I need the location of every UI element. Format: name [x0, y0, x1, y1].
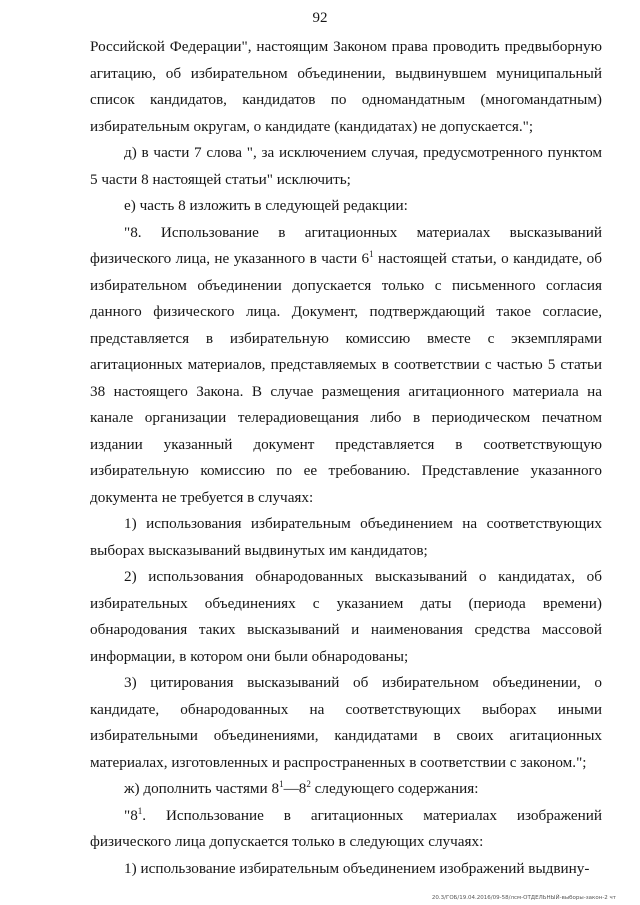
item-zh-text-start: ж) дополнить частями 8 [124, 780, 280, 797]
paragraph-part-8 [90, 220, 602, 512]
part-8-text-end: настоящей статьи, о кандидате, об избирательном объединении допускается только с письменного согласия данного физического лица. Документ, подтверждающий такое согласие, представляется в избирательную комиссию вместе с экземплярами агитационных материалов, представляемых в соответствии с частью 5 статьи 38 настоящего Закона. В случае размещения агитационного материала на канале организации телерадиовещания либо в периодическом печатном издании указанный документ представляется в соответствующую избирательную комиссию по ее требованию. Представление указанного документа не требуется в случаях: [90, 250, 602, 506]
superscript: 1 [137, 805, 143, 816]
paragraph-item-e: е) часть 8 изложить в следующей редакции: [124, 197, 408, 214]
list-item-2: 2) использования обнародованных высказываний о кандидатах, об избирательных объединениях с указанием даты (периода времени) обнародования таких высказываний и наименования средства массовой информации, в котором они были обнародованы; [90, 568, 602, 665]
item-zh-text-mid: —8 [283, 780, 307, 797]
paragraph-item-zh [90, 776, 602, 803]
paragraph-part-8-1 [90, 803, 602, 856]
part-8-1-text-start: "8 [124, 806, 138, 824]
paragraph-continuation: Российской Федерации", настоящим Законом права проводить предвыборную агитацию, об избирательном объединении, выдвинувшем муниципальный список кандидатов, кандидатов по одномандатным (многомандатным) избирательным округам, о кандидате (кандидатах) не допускается."; [90, 38, 602, 135]
superscript: 2 [306, 779, 311, 789]
part-8-1-text-end: . Использование в агитационных материалах изображений физического лица допускается только в следующих случаях: [90, 806, 602, 850]
document-footer: 20.3/ГОБ/19.04.2016/09-58/лсм-ОТДЕЛЬНЫЙ-выборы-закон-2 чт [431, 895, 616, 901]
list-item-3: 3) цитирования высказываний об избирательном объединении, о кандидате, обнародованных на соответствующих выборах иными избирательными объединениями, кандидатами в своих агитационных материалах, изготовленных и распространенных в соответствии с законом."; [90, 674, 602, 771]
superscript: 1 [369, 249, 374, 259]
list-item-1: 1) использования избирательным объединением на соответствующих выборах высказываний выдвинутых им кандидатов; [90, 515, 602, 559]
paragraph-item-d: д) в части 7 слова ", за исключением случая, предусмотренного пунктом 5 части 8 настоящей статьи" исключить; [90, 144, 602, 188]
document-body [90, 34, 602, 882]
list-item-1-continued: 1) использование избирательным объединением изображений выдвину- [124, 859, 590, 877]
item-zh-text-end: следующего содержания: [310, 780, 479, 797]
part-8-text-start: "8. Использование в агитационных материалах высказываний физического лица, не указанного в части 6 [90, 223, 602, 267]
page-number: 92 [312, 10, 328, 26]
superscript: 1 [279, 779, 284, 789]
